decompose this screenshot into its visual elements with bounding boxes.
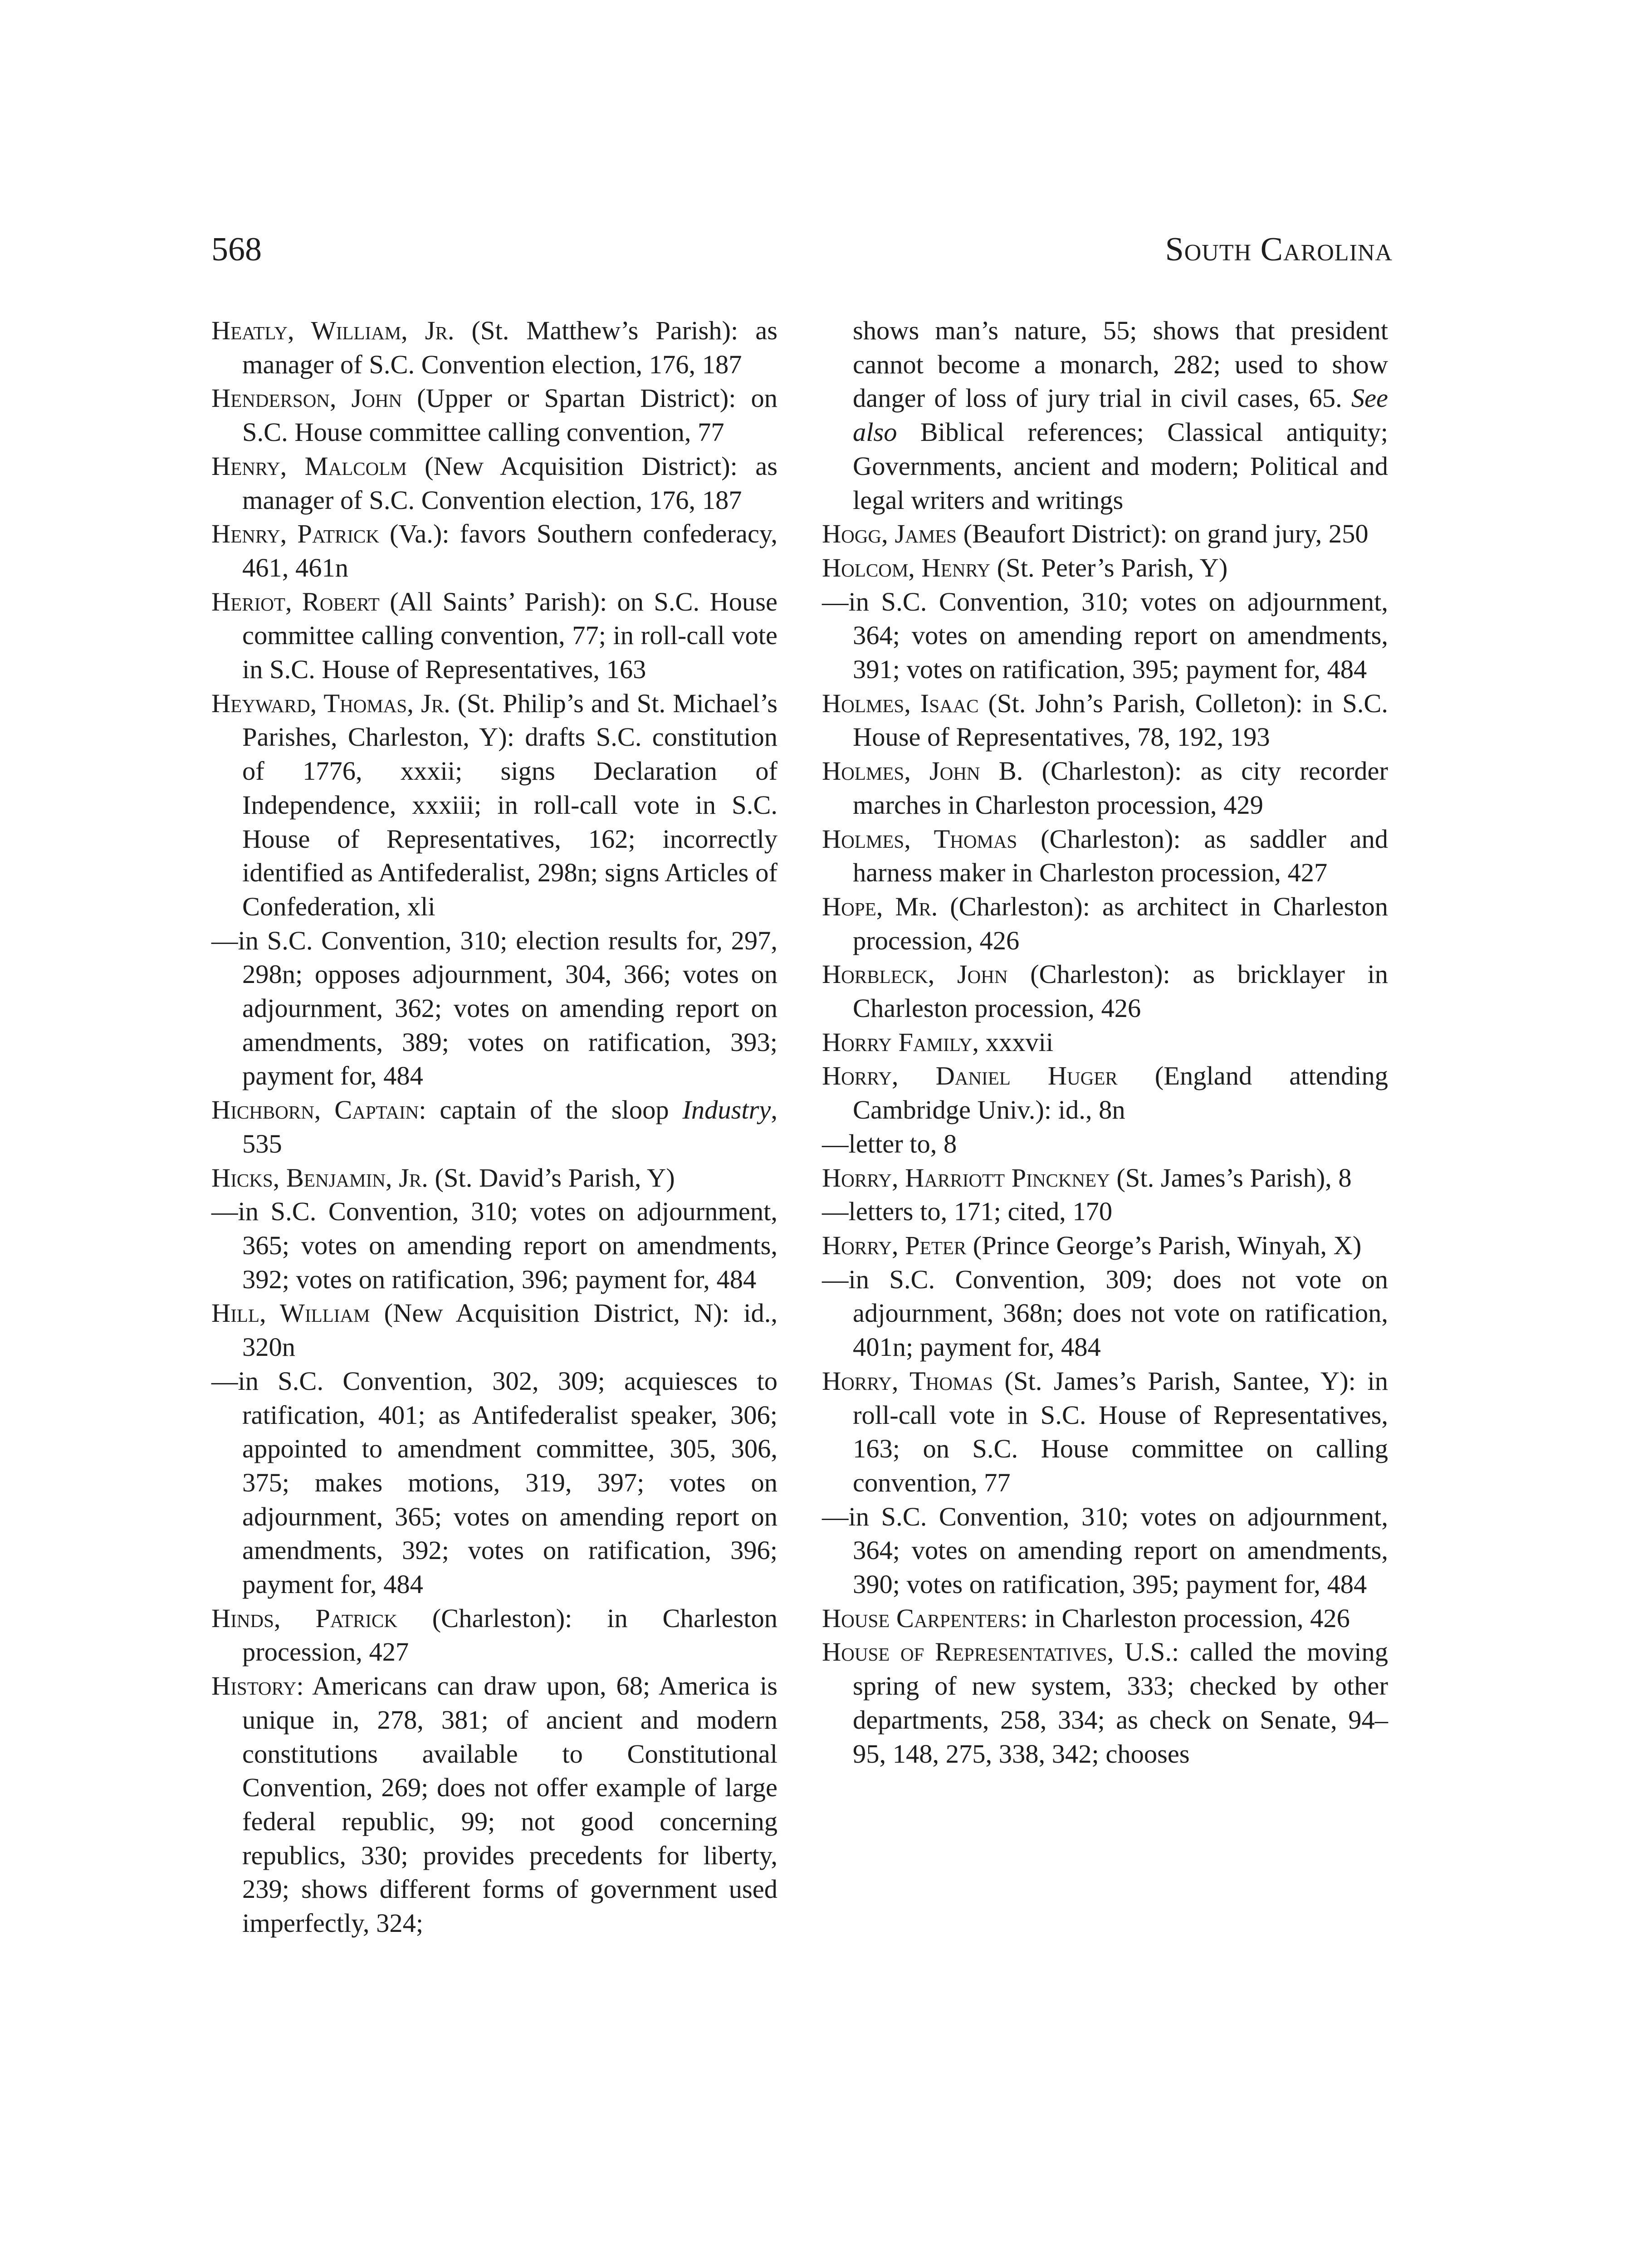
entry-name: History bbox=[211, 1671, 297, 1701]
entry-name: Horry, Harriott Pinckney bbox=[822, 1163, 1110, 1193]
entry-name: Holmes, Isaac bbox=[822, 688, 979, 718]
index-entry bbox=[822, 517, 1388, 551]
index-entry bbox=[822, 1364, 1388, 1500]
entry-text: (England attending Cambridge Univ.): id., 8n bbox=[853, 1061, 1388, 1125]
entry-text: : called the moving spring of new system, 333; checked by other departments, 258, 334; as check on Senate, 94–95, 148, 275, 338, 342; chooses bbox=[853, 1637, 1388, 1769]
index-entry-continuation bbox=[822, 314, 1388, 517]
index-subentry: —in S.C. Convention, 310; votes on adjournment, 364; votes on amending report on amendments, 390; votes on ratification, 395; payment for, 484 bbox=[822, 1501, 1388, 1599]
entry-text: (Charleston): as architect in Charleston procession, 426 bbox=[853, 891, 1388, 955]
index-entry bbox=[822, 551, 1388, 585]
page-header bbox=[211, 227, 1393, 281]
page-number: 568 bbox=[211, 231, 262, 268]
index-subentry: —in S.C. Convention, 309; does not vote on adjournment, 368n; does not vote on ratification, 401n; payment for, 484 bbox=[822, 1264, 1388, 1362]
index-entry bbox=[822, 1635, 1388, 1771]
index-subentry: —in S.C. Convention, 310; votes on adjournment, 364; votes on amending report on amendments, 391; votes on ratification, 395; payment for, 484 bbox=[822, 587, 1388, 684]
entry-name: Horbleck, John bbox=[822, 959, 1008, 989]
index-entry bbox=[822, 822, 1388, 890]
entry-name: Horry, Thomas bbox=[822, 1366, 993, 1396]
entry-text: (St. Matthew’s Parish): as manager of S.C. Convention election, 176, 187 bbox=[242, 316, 777, 379]
entry-text: (Upper or Spartan District): on S.C. House committee calling convention, 77 bbox=[242, 383, 778, 447]
entry-name: Horry, Daniel Huger bbox=[822, 1061, 1118, 1091]
entry-text: (Va.): favors Southern confederacy, 461, 461n bbox=[242, 519, 777, 582]
entry-name: Holmes, John B. bbox=[822, 756, 1023, 786]
entry-name: Hinds, Patrick bbox=[211, 1603, 397, 1633]
entry-name: Horry, Peter bbox=[822, 1230, 967, 1260]
entry-text: shows man’s nature, 55; shows that president cannot become a monarch, 282; used to show danger of loss of jury trial in civil cases, 65. bbox=[853, 316, 1388, 413]
entry-name: Henry, Malcolm bbox=[211, 451, 407, 481]
index-entry bbox=[211, 450, 777, 517]
entry-text: : in Charleston procession, 426 bbox=[1020, 1603, 1350, 1633]
index-column-left bbox=[211, 314, 777, 1941]
index-column-right bbox=[822, 314, 1388, 1771]
entry-name: Hichborn, Captain bbox=[211, 1095, 419, 1125]
entry-italic-text: See also bbox=[853, 383, 1388, 447]
index-entry bbox=[211, 517, 777, 585]
index-entry bbox=[211, 1296, 777, 1364]
entry-name: Hogg, James bbox=[822, 519, 957, 549]
index-entry bbox=[211, 1602, 777, 1669]
entry-text: , xxxvii bbox=[972, 1027, 1054, 1057]
entry-text: (New Acquisition District, N): id., 320n bbox=[242, 1298, 777, 1362]
index-entry bbox=[822, 1059, 1388, 1127]
entry-name: Hill, William bbox=[211, 1298, 370, 1328]
entry-name: House of Representatives, U.S. bbox=[822, 1637, 1172, 1667]
entry-name: House Carpenters bbox=[822, 1603, 1021, 1633]
index-subentry: —in S.C. Convention, 310; votes on adjournment, 365; votes on amending report on amendments, 392; votes on ratification, 396; payment for, 484 bbox=[211, 1197, 777, 1294]
entry-text: (St. David’s Parish, Y) bbox=[428, 1163, 675, 1193]
entry-text: (Charleston): as city recorder marches in Charleston procession, 429 bbox=[853, 756, 1388, 820]
entry-name: Holmes, Thomas bbox=[822, 824, 1017, 854]
entry-text: (Charleston): as bricklayer in Charleston procession, 426 bbox=[853, 959, 1389, 1023]
index-entry bbox=[822, 1026, 1388, 1060]
index-entry bbox=[822, 890, 1388, 958]
entry-text: (St. John’s Parish, Colleton): in S.C. House of Representatives, 78, 192, 193 bbox=[853, 688, 1388, 752]
entry-text: (St. James’s Parish), 8 bbox=[1110, 1163, 1352, 1193]
entry-name: Henry, Patrick bbox=[211, 519, 379, 549]
entry-text: (New Acquisition District): as manager of S.C. Convention election, 176, 187 bbox=[242, 451, 778, 515]
index-subentry: —in S.C. Convention, 310; election results for, 297, 298n; opposes adjournment, 304, 366; votes on adjournment, 362; votes on amending report on amendments, 389; votes on ratification, 393; payment for, 484 bbox=[211, 925, 777, 1091]
entry-name: Heyward, Thomas, Jr. bbox=[211, 688, 450, 718]
entry-text: (St. James’s Parish, Santee, Y): in roll-call vote in S.C. House of Representatives, 163; on S.C. House committee on calling convention, 77 bbox=[853, 1366, 1388, 1497]
running-head: South Carolina bbox=[1165, 231, 1393, 268]
index-entry bbox=[211, 585, 777, 687]
entry-name: Henderson, John bbox=[211, 383, 402, 413]
entry-text: (All Saints’ Parish): on S.C. House committee calling convention, 77; in roll-call vote in S.C. House of Representatives, 163 bbox=[242, 587, 777, 684]
index-entry bbox=[822, 754, 1388, 822]
entry-text-tail: , 535 bbox=[242, 1095, 777, 1158]
entry-name: Hope, Mr. bbox=[822, 891, 938, 921]
index-entry bbox=[822, 1161, 1388, 1195]
entry-text: : captain of the sloop bbox=[419, 1095, 683, 1125]
index-entry bbox=[211, 1669, 777, 1941]
index-entry bbox=[211, 314, 777, 381]
entry-text: (Beaufort District): on grand jury, 250 bbox=[957, 519, 1369, 549]
index-entry bbox=[211, 381, 777, 449]
entry-text: (Charleston): as saddler and harness maker in Charleston procession, 427 bbox=[853, 824, 1388, 888]
entry-name: Hicks, Benjamin, Jr. bbox=[211, 1163, 428, 1193]
index-subentry: —letter to, 8 bbox=[822, 1129, 957, 1158]
index-entry bbox=[822, 687, 1388, 754]
entry-text: (Charleston): in Charleston procession, 427 bbox=[242, 1603, 777, 1667]
entry-name: Heatly, William, Jr. bbox=[211, 316, 455, 345]
index-entry bbox=[822, 958, 1388, 1025]
entry-text-tail: Biblical references; Classical antiquity; Governments, ancient and modern; Political and legal writers and writings bbox=[853, 417, 1388, 515]
entry-text: (St. Philip’s and St. Michael’s Parishes, Charleston, Y): drafts S.C. constitution of 1776, xxxii; signs Declaration of Independence, xxxiii; in roll-call vote in S.C. House of Representatives, 162; incorrectly identified as Antifederalist, 298n; signs Articles of Confederation, xli bbox=[242, 688, 777, 921]
index-entry bbox=[211, 687, 777, 924]
entry-text: (Prince George’s Parish, Winyah, X) bbox=[966, 1230, 1362, 1260]
index-entry bbox=[211, 1093, 777, 1161]
index-subentry: —letters to, 171; cited, 170 bbox=[822, 1197, 1113, 1227]
index-subentry: —in S.C. Convention, 302, 309; acquiesces to ratification, 401; as Antifederalist speaker, 306; appointed to amendment committee, 305, 306, 375; makes motions, 319, 397; votes on adjournment, 365; votes on amending report on amendments, 392; votes on ratification, 396; payment for, 484 bbox=[211, 1366, 777, 1599]
entry-name: Heriot, Robert bbox=[211, 587, 380, 616]
entry-name: Holcom, Henry bbox=[822, 552, 991, 582]
entry-italic-text: Industry bbox=[682, 1095, 771, 1125]
index-entry bbox=[822, 1229, 1388, 1263]
entry-text: : Americans can draw upon, 68; America is unique in, 278, 381; of ancient and modern constitutions available to Constitutional Convention, 269; does not offer example of large federal republic, 99; not good concerning republics, 330; provides precedents for liberty, 239; shows different forms of government used imperfectly, 324; bbox=[242, 1671, 777, 1938]
entry-text: (St. Peter’s Parish, Y) bbox=[990, 552, 1228, 582]
entry-name: Horry Family bbox=[822, 1027, 973, 1057]
index-entry bbox=[211, 1161, 777, 1195]
index-entry bbox=[822, 1602, 1388, 1636]
